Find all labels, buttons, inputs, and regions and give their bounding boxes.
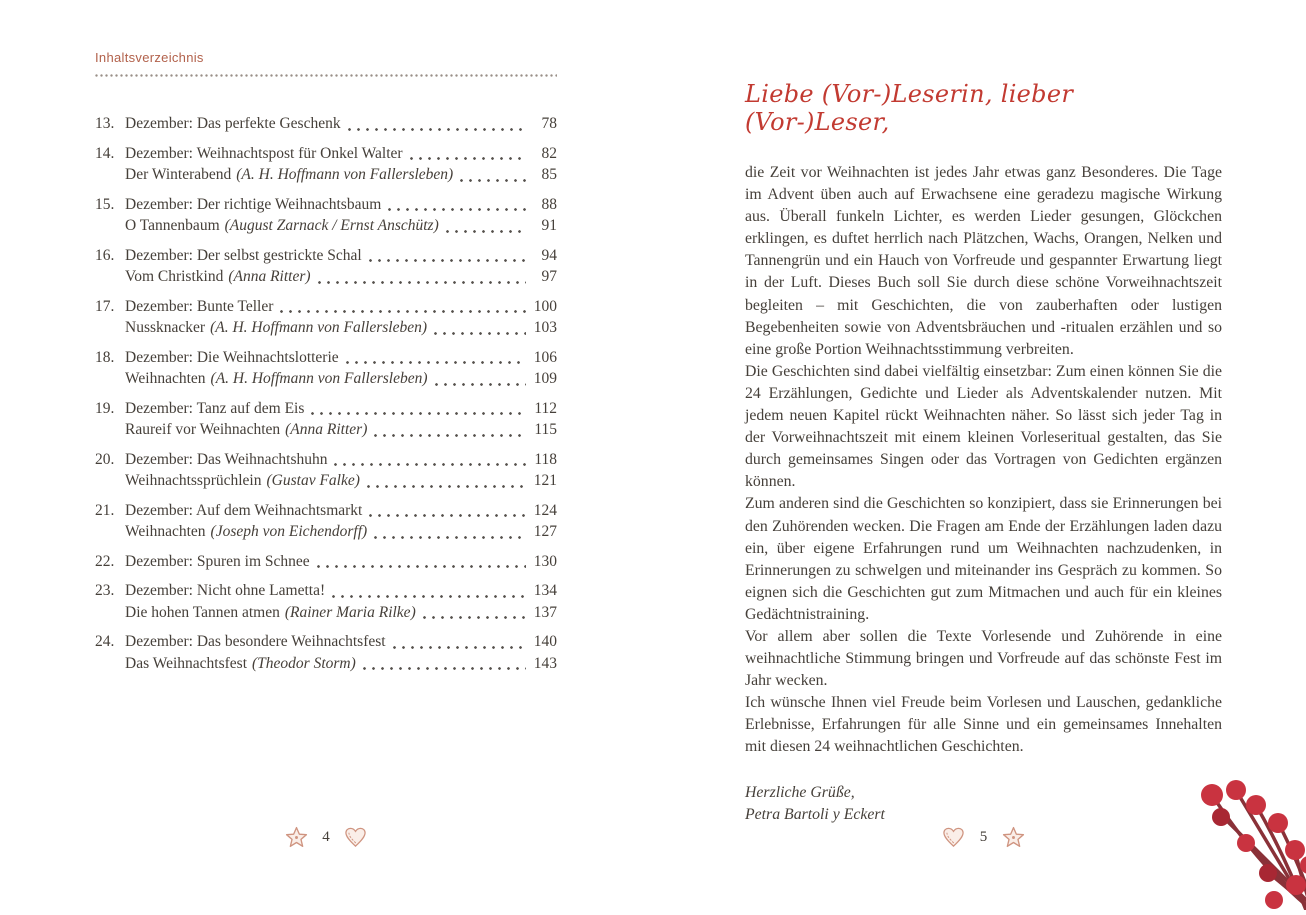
dot-leader	[423, 616, 526, 619]
right-page-number: 5	[979, 828, 988, 845]
toc-entry	[95, 143, 557, 186]
left-page-number: 4	[322, 828, 330, 845]
dot-leader	[446, 230, 526, 233]
toc-main-line	[95, 500, 557, 522]
toc-entry-title: Dezember: Tanz auf dem Eis	[125, 399, 305, 417]
toc-main-line	[95, 398, 557, 420]
toc-sub-line	[95, 215, 557, 237]
toc-entry-title: Dezember: Spuren im Schnee	[125, 552, 310, 570]
toc-entry-title: Dezember: Bunte Teller	[125, 297, 274, 315]
dot-leader	[374, 434, 526, 437]
toc-entry-number: 19.	[95, 399, 115, 417]
toc-main-line	[95, 143, 557, 165]
toc-sub-line	[95, 419, 557, 441]
toc-main-line	[95, 347, 557, 369]
toc-entry-title: Dezember: Der richtige Weihnachtsbaum	[125, 195, 382, 213]
toc-sub-line	[95, 521, 557, 543]
dot-leader	[311, 412, 526, 415]
dot-leader	[460, 179, 526, 182]
foreword-paragraph: die Zeit vor Weihnachten ist jedes Jahr etwas ganz Besonderes. Die Tage im Advent üben auch auf Erwachsene eine geradezu magische Wirkung aus. Überall funkeln Lichter, es werden Lieder gesungen, Glöckchen erklingen, es duftet herrlich nach Plätzchen, Wachs, Orangen, Nelken und Tannengrün und ein Hauch von Vorfreude und gespannter Erwartung liegt in der Luft. Dieses Buch soll Sie durch diese schöne Vorweihnachtszeit begleiten – mit Geschichten, die von zauberhaften oder lustigen Begebenheiten sowie von Adventsbräuchen und -ritualen erzählen und so eine große Portion Weihnachtsstimmung verbreiten.	[745, 164, 1222, 358]
toc-entry-number: 22.	[95, 552, 115, 570]
toc-page	[95, 50, 557, 682]
toc-entry-page: 88	[541, 195, 557, 213]
toc-list	[95, 113, 557, 674]
toc-entry-page: 118	[534, 450, 557, 468]
toc-entry-page: 97	[541, 268, 557, 285]
star-ornament-icon	[283, 824, 309, 850]
toc-entry-page: 78	[541, 115, 557, 132]
toc-sub-line	[95, 368, 557, 390]
toc-main-line	[95, 551, 557, 573]
toc-main-line	[95, 580, 557, 602]
toc-entry-page: 91	[541, 217, 557, 234]
toc-entry-title: Dezember: Die Weihnachtslotterie	[125, 348, 339, 366]
signoff-greeting: Herzliche Grüße,	[745, 783, 855, 801]
toc-entry-number: 14.	[95, 144, 115, 162]
toc-entry-page: 137	[533, 603, 557, 621]
toc-entry-number: 16.	[95, 246, 115, 264]
toc-entry-number: 20.	[95, 450, 115, 468]
toc-entry	[95, 194, 557, 237]
dot-leader	[374, 536, 526, 539]
dot-leader	[434, 332, 526, 335]
toc-entry-title: Dezember: Das Weihnachtshuhn	[125, 450, 328, 468]
toc-entry-page: 103	[533, 319, 557, 336]
toc-entry-title: Dezember: Der selbst gestrickte Schal	[125, 246, 362, 264]
dot-leader	[410, 157, 526, 160]
toc-sub-line	[95, 164, 557, 186]
toc-sub-line	[95, 653, 557, 675]
toc-main-line	[95, 245, 557, 267]
toc-entry-author: (Joseph von Eichendorff)	[210, 523, 368, 540]
dot-leader	[388, 208, 526, 211]
toc-main-line	[95, 631, 557, 653]
toc-entry-title: Vom Christkind	[125, 268, 224, 285]
toc-main-line	[95, 449, 557, 471]
toc-entry-author: (A. H. Hoffmann von Fallersleben)	[210, 319, 428, 336]
toc-page-title: Inhaltsverzeichnis	[95, 50, 204, 65]
dot-leader	[348, 128, 526, 131]
toc-entry-author: (Theodor Storm)	[252, 654, 356, 672]
toc-entry	[95, 347, 557, 390]
toc-entry-author: (August Zarnack / Ernst Anschütz)	[224, 217, 439, 234]
toc-entry	[95, 113, 557, 135]
toc-entry-number: 13.	[95, 115, 115, 132]
toc-entry-title: Dezember: Auf dem Weihnachtsmarkt	[125, 501, 363, 519]
toc-main-line	[95, 113, 557, 135]
foreword-paragraph: Zum anderen sind die Geschichten so konzipiert, dass sie Erinnerungen bei den Zuhörenden wecken. Die Fragen am Ende der Erzählungen laden dazu ein, über eigene Erfahrungen rund um Weihnachten nachzudenken, in Erinnerungen zu schwelgen und miteinander ins Gespräch zu kommen. So eignen sich die Geschichten gut zum Mitmachen und auch für ein kleines Gedächtnistraining.	[745, 495, 1222, 623]
toc-entry-page: 121	[533, 472, 557, 489]
dot-leader	[346, 361, 526, 364]
toc-entry-page: 85	[541, 166, 557, 183]
toc-entry-page: 134	[533, 582, 557, 599]
dot-leader	[363, 667, 526, 670]
dot-leader	[332, 595, 526, 598]
toc-entry-number: 24.	[95, 633, 115, 650]
toc-sub-line	[95, 266, 557, 288]
toc-entry-page: 82	[541, 144, 557, 162]
dot-leader	[367, 485, 526, 488]
toc-entry-page: 106	[533, 348, 557, 366]
gingerbread-heart-icon	[941, 824, 967, 850]
dot-leader	[435, 383, 527, 386]
dot-leader	[317, 565, 526, 568]
right-page-footer	[745, 824, 1222, 850]
toc-entry	[95, 580, 557, 623]
dot-leader	[369, 514, 526, 517]
toc-entry-title: Die hohen Tannen atmen	[125, 603, 280, 621]
toc-sub-line	[95, 602, 557, 624]
toc-entry-title: Weihnachten	[125, 370, 206, 387]
header-divider	[95, 74, 557, 77]
toc-entry-author: (Rainer Maria Rilke)	[284, 603, 416, 621]
toc-entry-number: 23.	[95, 582, 115, 599]
dot-leader	[393, 646, 526, 649]
toc-entry-author: (Anna Ritter)	[228, 268, 311, 285]
toc-entry-page: 100	[533, 297, 557, 315]
toc-entry-title: Dezember: Weihnachtspost für Onkel Walter	[125, 144, 403, 162]
foreword-paragraph: Vor allem aber sollen die Texte Vorlesende und Zuhörende in eine weihnachtliche Stimmung bringen und Vorfreude auf das schönste Fest im Jahr wecken.	[745, 627, 1222, 690]
signoff-author: Petra Bartoli y Eckert	[745, 805, 885, 823]
toc-entry-title: Nussknacker	[125, 319, 206, 336]
toc-entry-title: Dezember: Das besondere Weihnachtsfest	[125, 633, 386, 650]
toc-sub-line	[95, 317, 557, 339]
toc-entry-title: Der Winterabend	[125, 166, 232, 183]
toc-entry-title: Raureif vor Weihnachten	[125, 421, 281, 438]
toc-entry-title: Das Weihnachtsfest	[125, 654, 248, 672]
toc-entry	[95, 500, 557, 543]
toc-entry-title: O Tannenbaum	[125, 217, 220, 234]
toc-entry-author: (A. H. Hoffmann von Fallersleben)	[236, 166, 454, 183]
toc-entry-page: 112	[534, 399, 557, 417]
toc-entry-title: Weihnachtssprüchlein	[125, 472, 262, 489]
toc-entry-page: 109	[533, 370, 557, 387]
toc-entry-page: 94	[541, 246, 557, 264]
toc-entry	[95, 245, 557, 288]
foreword-paragraph: Die Geschichten sind dabei vielfältig einsetzbar: Zum einen können Sie die 24 Erzählungen, Gedichte und Lieder als Adventskalender nutzen. Mit jedem neuen Kapitel rückt Weihnachten näher. So lässt sich jeder Tag in der Vorweihnachtszeit mit einem kleinen Vorleseritual gestalten, das Sie durch gemeinsames Singen oder das Vortragen von Gedichten ergänzen können.	[745, 362, 1222, 491]
toc-entry-number: 17.	[95, 297, 115, 315]
foreword-title: Liebe (Vor-)Leserin, lieber (Vor-)Leser,	[745, 80, 1074, 136]
toc-entry-title: Weihnachten	[125, 523, 206, 540]
left-page-footer	[95, 824, 557, 850]
toc-sub-line	[95, 470, 557, 492]
toc-entry	[95, 449, 557, 492]
toc-entry-page: 124	[533, 501, 557, 519]
dot-leader	[369, 259, 526, 262]
gingerbread-heart-icon	[343, 824, 369, 850]
star-ornament-icon	[1000, 824, 1026, 850]
toc-main-line	[95, 296, 557, 318]
foreword-paragraph: Ich wünsche Ihnen viel Freude beim Vorlesen und Lauschen, gedankliche Erlebnisse, Erfahrungen für alle Sinne und ein gemeinsames Innehalten mit diesen 24 weihnachtlichen Geschichten.	[745, 694, 1222, 756]
toc-entry-page: 140	[533, 633, 557, 650]
dot-leader	[318, 281, 526, 284]
toc-entry	[95, 631, 557, 674]
toc-entry-author: (Anna Ritter)	[285, 421, 368, 438]
toc-entry-number: 15.	[95, 195, 115, 213]
toc-entry-number: 21.	[95, 501, 115, 519]
toc-entry	[95, 296, 557, 339]
toc-entry	[95, 551, 557, 573]
dot-leader	[280, 310, 526, 313]
dot-leader	[334, 463, 526, 466]
toc-entry-author: (Gustav Falke)	[266, 472, 360, 489]
toc-entry-page: 130	[533, 552, 557, 570]
toc-entry-page: 115	[534, 421, 557, 438]
toc-entry-title: Dezember: Nicht ohne Lametta!	[125, 582, 326, 599]
foreword-page	[745, 80, 1222, 826]
toc-entry-title: Dezember: Das perfekte Geschenk	[125, 115, 341, 132]
toc-entry-page: 127	[533, 523, 557, 540]
signoff	[745, 782, 1222, 826]
toc-entry-number: 18.	[95, 348, 115, 366]
toc-entry	[95, 398, 557, 441]
toc-entry-page: 143	[533, 654, 557, 672]
toc-entry-author: (A. H. Hoffmann von Fallersleben)	[210, 370, 428, 387]
berries-illustration	[1162, 750, 1306, 915]
foreword-body	[745, 162, 1222, 759]
toc-main-line	[95, 194, 557, 216]
